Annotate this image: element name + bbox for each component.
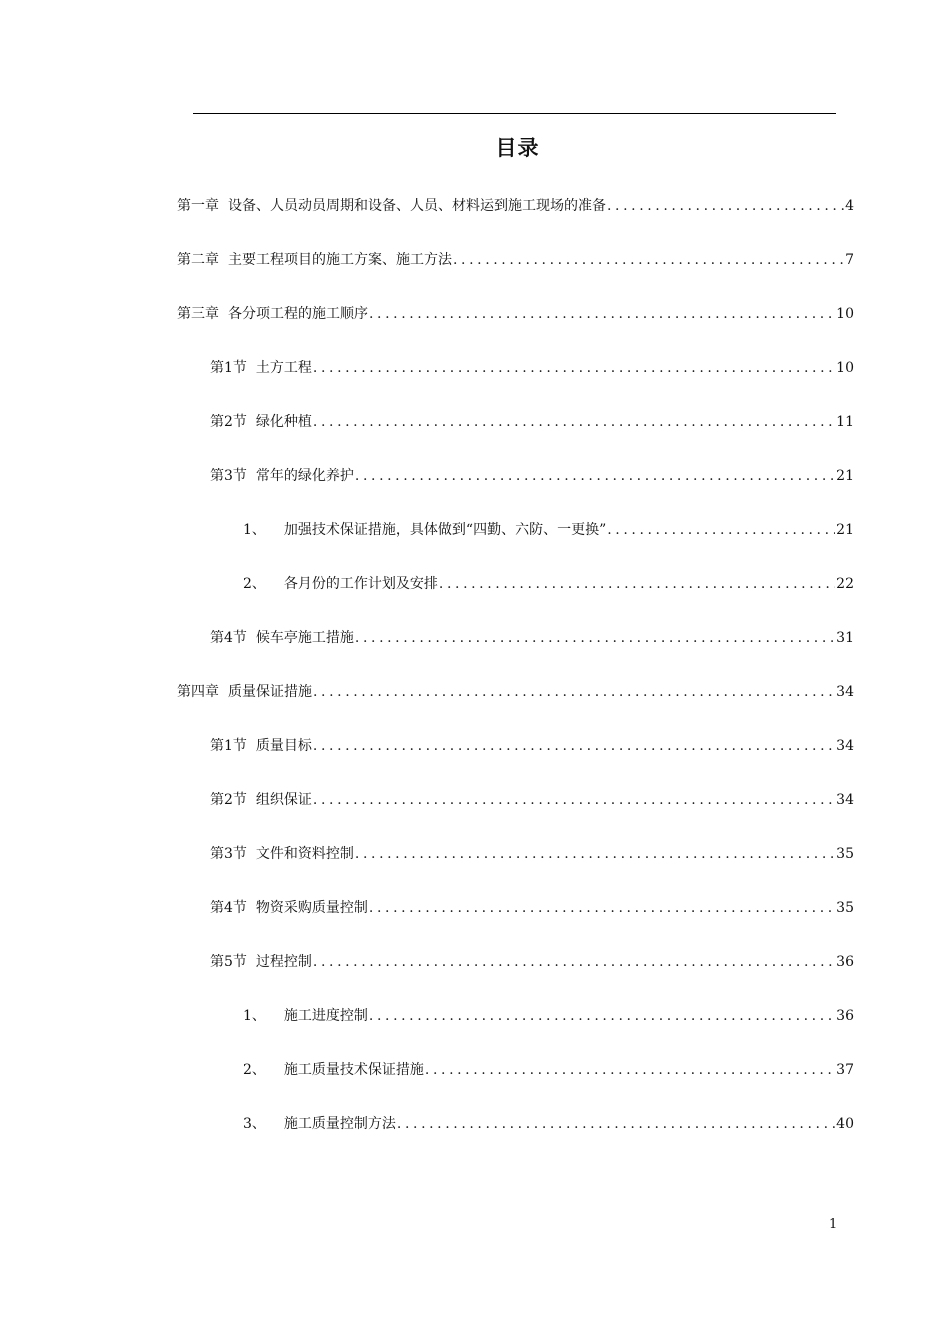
- toc-entry[interactable]: [210, 735, 854, 757]
- toc-page: 34: [836, 684, 854, 700]
- toc-text: 组织保证: [255, 792, 312, 808]
- toc-leader: [439, 576, 835, 592]
- toc-page: 34: [836, 738, 854, 754]
- toc-leader: [397, 1116, 835, 1132]
- toc-number: 第1节: [210, 738, 247, 754]
- toc-leader: [355, 846, 835, 862]
- toc-entry[interactable]: [177, 681, 854, 703]
- toc-leader: [607, 198, 844, 214]
- toc-leader: [313, 738, 835, 754]
- toc-entry[interactable]: [210, 843, 854, 865]
- toc-leader: [607, 522, 835, 538]
- toc-entry[interactable]: [243, 573, 854, 595]
- toc-number: 第3节: [210, 468, 247, 484]
- toc-page: 35: [836, 900, 854, 916]
- toc-number: 第2节: [210, 792, 247, 808]
- toc-entry[interactable]: [210, 789, 854, 811]
- toc-text: 文件和资料控制: [255, 846, 354, 862]
- toc-text: 物资采购质量控制: [255, 900, 368, 916]
- toc-page: 31: [836, 630, 854, 646]
- toc-leader: [313, 360, 835, 376]
- toc-page: 4: [845, 198, 854, 214]
- toc-leader: [453, 252, 844, 268]
- toc-number: 第3节: [210, 846, 247, 862]
- toc-number: 第2节: [210, 414, 247, 430]
- toc-text: 过程控制: [255, 954, 312, 970]
- toc-number: 1、: [243, 1008, 266, 1024]
- toc-leader: [369, 1008, 835, 1024]
- toc-page: 37: [836, 1062, 854, 1078]
- toc-leader: [355, 630, 835, 646]
- toc-text: 施工质量技术保证措施: [283, 1062, 424, 1078]
- toc-leader: [425, 1062, 835, 1078]
- toc-text: 施工质量控制方法: [283, 1116, 396, 1132]
- toc-leader: [313, 684, 835, 700]
- toc-page: 22: [836, 576, 854, 592]
- toc-entry[interactable]: [177, 303, 854, 325]
- toc-entry[interactable]: [210, 951, 854, 973]
- toc-number: 2、: [243, 1062, 266, 1078]
- toc-page: 36: [836, 1008, 854, 1024]
- toc-text: 土方工程: [255, 360, 312, 376]
- toc-leader: [313, 414, 835, 430]
- toc-entry[interactable]: [210, 897, 854, 919]
- toc-text: 质量目标: [255, 738, 312, 754]
- toc-text: 质量保证措施: [228, 684, 312, 700]
- toc-entry[interactable]: [177, 195, 854, 217]
- toc-leader: [369, 900, 835, 916]
- toc-entry[interactable]: [210, 465, 854, 487]
- page-title: 目录: [495, 136, 540, 160]
- toc-page: 35: [836, 846, 854, 862]
- toc-text: 常年的绿化养护: [255, 468, 354, 484]
- toc-text: 候车亭施工措施: [255, 630, 354, 646]
- toc-entry[interactable]: [210, 411, 854, 433]
- toc-leader: [313, 954, 835, 970]
- toc-number: 第1节: [210, 360, 247, 376]
- toc-entry[interactable]: [243, 1005, 854, 1027]
- toc-page: 21: [836, 522, 854, 538]
- toc-number: 第4节: [210, 900, 247, 916]
- toc-leader: [313, 792, 835, 808]
- toc-text: 施工进度控制: [283, 1008, 368, 1024]
- toc-text: 各分项工程的施工顺序: [228, 306, 368, 322]
- toc-text: 各月份的工作计划及安排: [283, 576, 438, 592]
- toc-text: 绿化种植: [255, 414, 312, 430]
- toc-number: 第三章: [177, 306, 219, 322]
- toc-number: 第5节: [210, 954, 247, 970]
- toc-entry[interactable]: [243, 1113, 854, 1135]
- toc-leader: [369, 306, 835, 322]
- toc-number: 1、: [243, 522, 266, 538]
- toc-number: 第二章: [177, 252, 219, 268]
- toc-text: 主要工程项目的施工方案、施工方法: [228, 252, 452, 268]
- toc-leader: [355, 468, 835, 484]
- toc-page: 21: [836, 468, 854, 484]
- toc-number: 第4节: [210, 630, 247, 646]
- header-rule: [193, 113, 836, 114]
- toc-page: 40: [836, 1116, 854, 1132]
- toc-number: 第四章: [177, 684, 219, 700]
- toc-entry[interactable]: [210, 357, 854, 379]
- toc-page: 10: [836, 360, 854, 376]
- toc-entry[interactable]: [210, 627, 854, 649]
- toc-text: 设备、人员动员周期和设备、人员、材料运到施工现场的准备: [228, 198, 606, 214]
- toc-page: 34: [836, 792, 854, 808]
- toc-number: 第一章: [177, 198, 219, 214]
- toc-page: 36: [836, 954, 854, 970]
- toc-entry[interactable]: [243, 519, 854, 541]
- toc-entry[interactable]: [177, 249, 854, 271]
- toc-text: 加强技术保证措施，具体做到“四勤、六防、一更换”: [283, 522, 607, 538]
- toc-number: 2、: [243, 576, 266, 592]
- toc-number: 3、: [243, 1116, 266, 1132]
- toc-page: 10: [836, 306, 854, 322]
- page-number: 1: [829, 1217, 838, 1232]
- toc-page: 7: [845, 252, 854, 268]
- toc-page: 11: [836, 414, 854, 430]
- toc-entry[interactable]: [243, 1059, 854, 1081]
